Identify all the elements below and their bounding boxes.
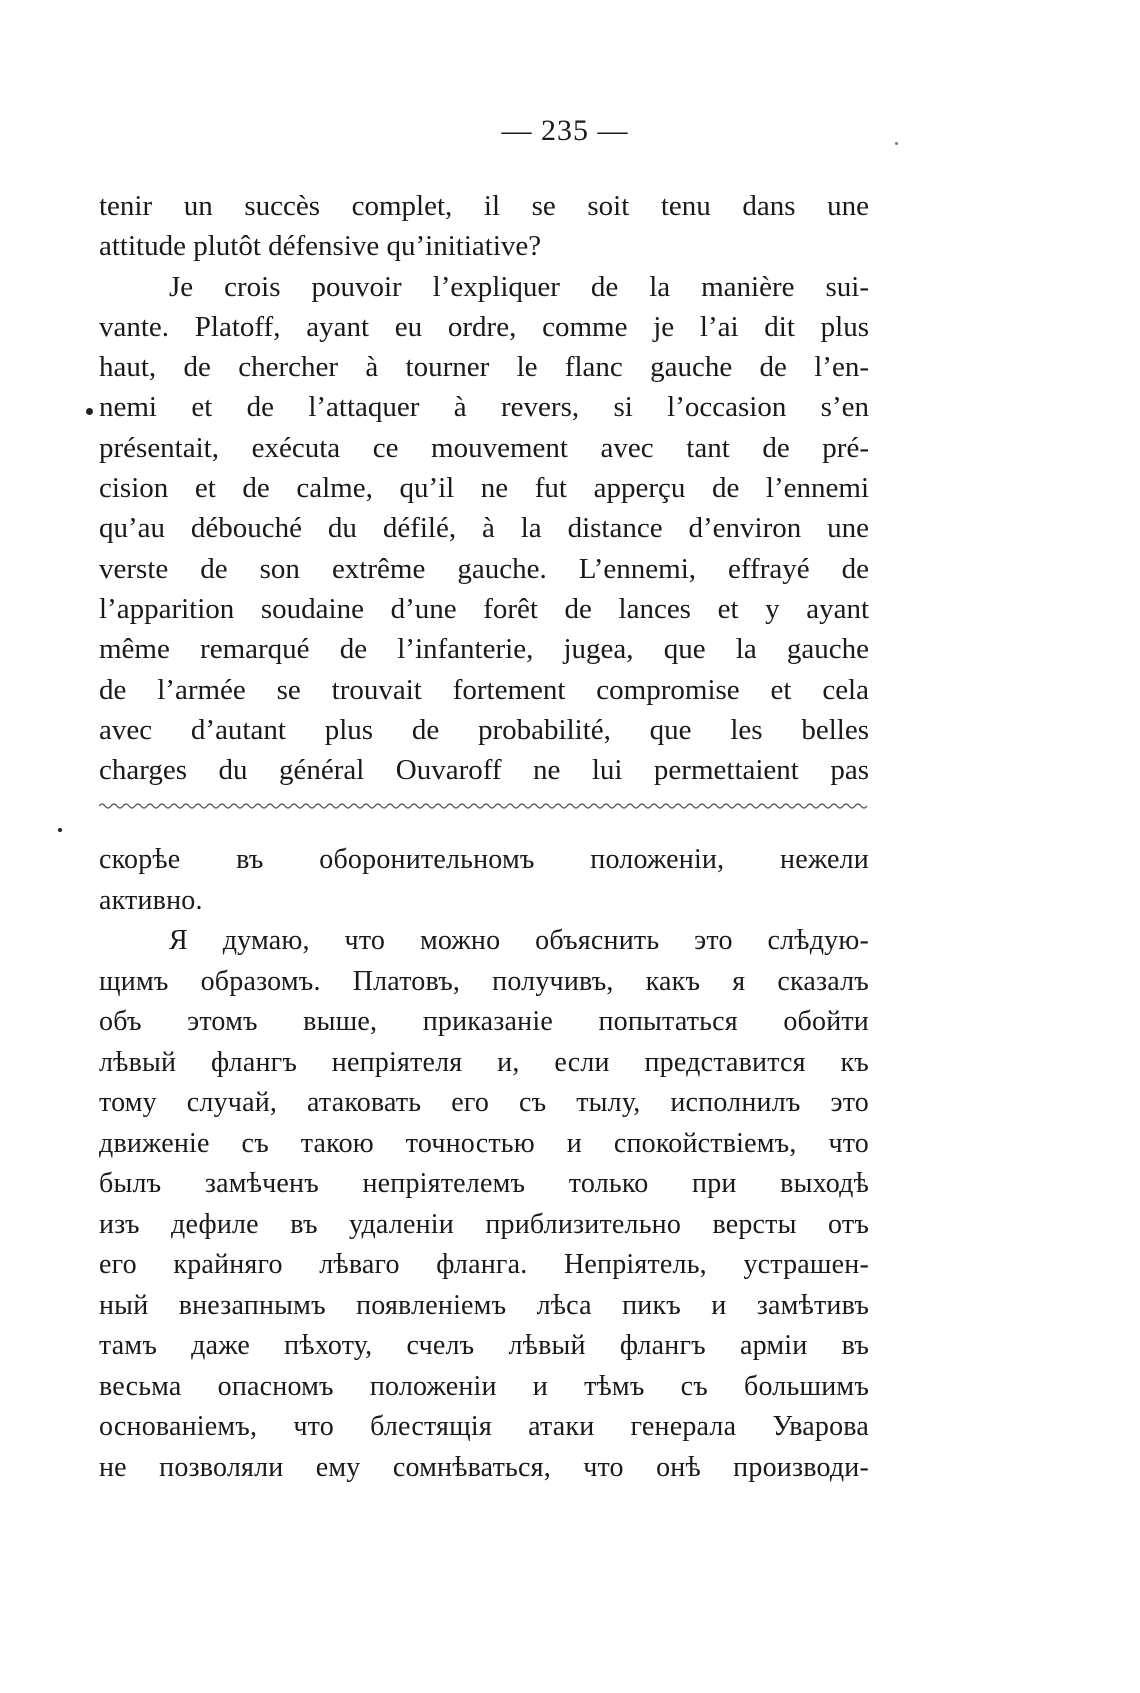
ink-speck-left	[86, 408, 93, 415]
french-line: nemi et de l’attaquer à revers, si l’occasion s’en	[99, 391, 869, 424]
french-line: de l’armée se trouvait fortement compromise et cela	[99, 673, 869, 706]
french-text-block	[99, 186, 869, 790]
french-line: verste de son extrême gauche. L’ennemi, effrayé de	[99, 552, 869, 585]
french-line: attitude plutôt défensive qu’initiative?	[99, 230, 542, 263]
ink-speck-margin	[58, 828, 62, 832]
french-line: cision et de calme, qu’il ne fut apperçu de l’ennemi	[99, 472, 869, 505]
french-line: qu’au débouché du défilé, à la distance d’environ une	[99, 512, 869, 545]
russian-line: весьма опасномъ положеніи и тѣмъ съ большимъ	[99, 1370, 869, 1402]
wavy-separator-rule	[99, 800, 869, 812]
russian-line: тамъ даже пѣхоту, счелъ лѣвый флангъ арміи въ	[99, 1330, 869, 1361]
french-line: Je crois pouvoir l’expliquer de la manière sui-	[169, 270, 869, 303]
russian-line: основаніемъ, что блестящія атаки генерала Уварова	[99, 1411, 869, 1442]
russian-line: активно.	[99, 884, 203, 916]
russian-line: объ этомъ выше, приказаніе попытаться обойти	[99, 1006, 869, 1037]
french-line: tenir un succès complet, il se soit tenu dans une	[99, 190, 869, 222]
french-line: vante. Platoff, ayant eu ordre, comme je l’ai dit plus	[99, 310, 869, 343]
russian-line: щимъ образомъ. Платовъ, получивъ, какъ я сказалъ	[99, 965, 869, 997]
russian-line: движеніе съ такою точностью и спокойствіемъ, что	[99, 1127, 869, 1159]
french-line: présentait, exécuta ce mouvement avec tant de pré-	[99, 431, 869, 464]
russian-line: тому случай, атаковать его съ тылу, исполнилъ это	[99, 1087, 869, 1118]
russian-line: его крайняго лѣваго фланга. Непріятель, устрашен-	[99, 1249, 869, 1280]
russian-line: скорѣе въ оборонительномъ положеніи, нежели	[99, 844, 869, 875]
french-line: charges du général Ouvaroff ne lui permettaient pas	[99, 754, 869, 787]
russian-line: не позволяли ему сомнѣваться, что онѣ производи-	[99, 1451, 869, 1483]
french-line: avec d’autant plus de probabilité, que les belles	[99, 713, 869, 746]
russian-line: Я думаю, что можно объяснить это слѣдую-	[169, 925, 869, 956]
french-line: haut, de chercher à tourner le flanc gauche de l’en-	[99, 351, 869, 384]
russian-line: лѣвый флангъ непріятеля и, если представится къ	[99, 1046, 869, 1078]
russian-line: изъ дефиле въ удаленіи приблизительно версты отъ	[99, 1208, 869, 1240]
ink-speck-top-right	[895, 142, 898, 145]
russian-line: ный внезапнымъ появленіемъ лѣса пикъ и замѣтивъ	[99, 1289, 869, 1321]
russian-text-block	[99, 840, 869, 1488]
french-line: l’apparition soudaine d’une forêt de lances et y ayant	[99, 592, 869, 625]
russian-line: былъ замѣченъ непріятелемъ только при выходѣ	[99, 1168, 869, 1199]
french-line: même remarqué de l’infanterie, jugea, que la gauche	[99, 633, 869, 666]
page-number: — 235 —	[501, 114, 629, 147]
